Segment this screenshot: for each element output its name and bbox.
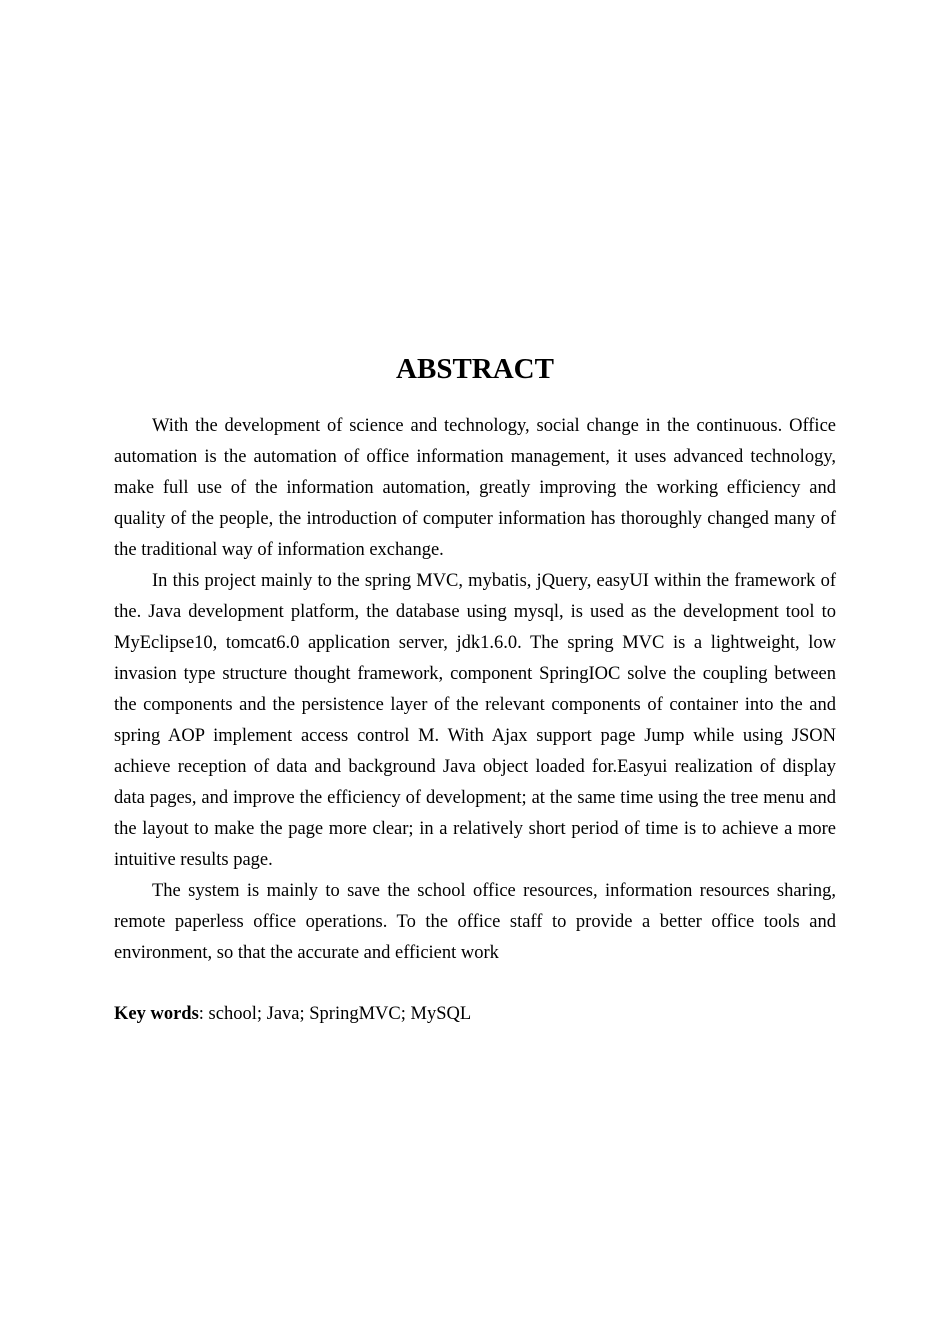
abstract-paragraph-1: With the development of science and technology, social change in the continuous. Office automation is the automation of office information management, it uses advanced technology, make full use of the information automation, greatly improving the working efficiency and quality of the people, the introduction of computer information has thoroughly changed many of the traditional way of information exchange. — [114, 416, 836, 560]
keywords-label: Key words — [114, 1004, 199, 1024]
abstract-title: ABSTRACT — [396, 353, 554, 385]
abstract-body — [114, 411, 836, 969]
abstract-paragraph-2: In this project mainly to the spring MVC, mybatis, jQuery, easyUI within the framework of the. Java development platform, the database using mysql, is used as the development tool to MyEclipse10, tomcat6.0 application server, jdk1.6.0. The spring MVC is a lightweight, low invasion type structure thought framework, component SpringIOC solve the coupling between the components and the persistence layer of the relevant components of container into the and spring AOP implement access control M. With Ajax support page Jump while using JSON achieve reception of data and background Java object loaded for.Easyui realization of display data pages, and improve the efficiency of development; at the same time using the tree menu and the layout to make the page more clear; in a relatively short period of time is to achieve a more intuitive results page. — [114, 571, 836, 870]
abstract-paragraph-3: The system is mainly to save the school office resources, information resources sharing, remote paperless office operations. To the office staff to provide a better office tools and environment, so that the accurate and efficient work — [114, 881, 836, 963]
keywords-line — [114, 999, 836, 1030]
keywords-list: : school; Java; SpringMVC; MySQL — [198, 1004, 472, 1024]
